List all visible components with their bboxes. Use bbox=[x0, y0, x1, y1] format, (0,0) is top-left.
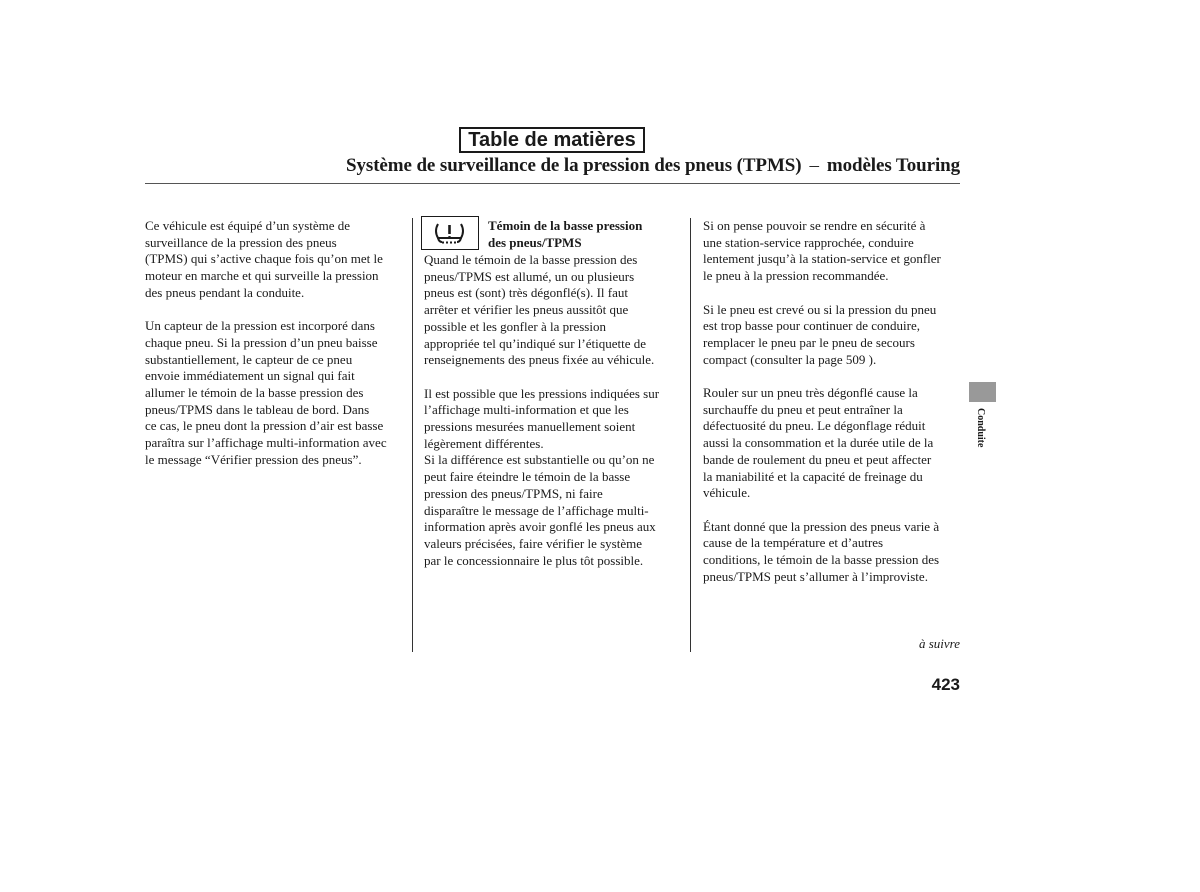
text-line: Si le pneu est crevé ou si la pression du pneu bbox=[703, 301, 937, 317]
text-line: (TPMS) qui s’active chaque fois qu’on met le bbox=[145, 251, 383, 267]
intro-paragraph bbox=[145, 218, 403, 302]
section-tab-label: Conduite bbox=[975, 408, 986, 448]
text-line: bande de roulement du pneu et peut affecter bbox=[703, 451, 932, 467]
text-line: conditions, le témoin de la basse pression des bbox=[703, 552, 940, 568]
low-tire-pressure-warning-icon bbox=[421, 216, 479, 250]
header-divider bbox=[145, 183, 960, 184]
text-line: des pneus/TPMS bbox=[488, 234, 582, 250]
text-line: ce cas, le pneu dont la pression d’air est basse bbox=[145, 418, 384, 434]
text-line: peut faire éteindre le témoin de la basse bbox=[424, 469, 631, 485]
text-line: Un capteur de la pression est incorporé dans bbox=[145, 318, 375, 334]
text-line: pneus/TPMS dans le tableau de bord. Dans bbox=[145, 401, 370, 417]
page-number: 423 bbox=[931, 675, 960, 694]
text-line: une station-service rapprochée, conduire bbox=[703, 234, 914, 250]
text-line: arrêter et vérifier les pneus aussitôt que bbox=[424, 302, 629, 318]
text-line: Étant donné que la pression des pneus varie à bbox=[703, 518, 940, 534]
text-line: véhicule. bbox=[703, 485, 751, 501]
text-line: Si la différence est substantielle ou qu’on ne bbox=[424, 452, 655, 468]
text-line: pression des pneus/TPMS, ni faire bbox=[424, 485, 603, 501]
text-line: est trop basse pour continuer de conduire, bbox=[703, 318, 920, 334]
text-line: par le concessionnaire le plus tôt possible. bbox=[424, 552, 644, 568]
temperature-paragraph bbox=[703, 519, 961, 586]
text-line: surveillance de la pression des pneus bbox=[145, 234, 337, 250]
text-line: disparaître le message de l’affichage multi- bbox=[424, 502, 649, 518]
warning-heading-block bbox=[424, 218, 682, 252]
warning-heading bbox=[488, 218, 642, 251]
column-3 bbox=[703, 218, 961, 585]
text-line: allumer le témoin de la basse pression des bbox=[145, 385, 364, 401]
text-line: légèrement différentes. bbox=[424, 435, 544, 451]
text-line: Témoin de la basse pression bbox=[488, 218, 643, 233]
text-line: valeurs précisées, faire vérifier le système bbox=[424, 535, 643, 551]
text-line: appropriée tel qu’indiqué sur l’étiquette de bbox=[424, 335, 647, 351]
title-dash: – bbox=[809, 155, 819, 176]
warning-paragraph-3 bbox=[424, 452, 682, 569]
column-1 bbox=[145, 218, 403, 469]
section-tab[interactable] bbox=[969, 382, 996, 402]
text-line: pneus est (sont) très dégonflé(s). Il faut bbox=[424, 285, 628, 301]
continued-note: à suivre bbox=[918, 636, 960, 651]
text-line: moteur en marche et qui surveille la pression bbox=[145, 268, 379, 284]
text-line: possible et les gonfler à la pression bbox=[424, 318, 606, 334]
text-line: paraîtra sur l’affichage multi-information avec bbox=[145, 435, 387, 451]
column-divider-2 bbox=[690, 218, 691, 652]
text-line: surchauffe du pneu et peut entraîner la bbox=[703, 401, 903, 417]
column-divider-1 bbox=[412, 218, 413, 652]
text-line: pneus/TPMS peut s’allumer à l’improviste. bbox=[703, 568, 928, 584]
text-line: Il est possible que les pressions indiquées sur bbox=[424, 385, 660, 401]
text-line: Si on pense pouvoir se rendre en sécurité à bbox=[703, 218, 926, 233]
flat-tire-paragraph bbox=[703, 302, 961, 369]
page-title bbox=[346, 155, 960, 177]
sensor-paragraph bbox=[145, 318, 403, 468]
text-line: le pneu à la pression recommandée. bbox=[703, 268, 889, 284]
text-line: aussi la consommation et la durée utile de la bbox=[703, 435, 934, 451]
text-line: remplacer le pneu par le pneu de secours bbox=[703, 334, 915, 350]
warning-paragraph-2 bbox=[424, 386, 682, 453]
text-line: Quand le témoin de la basse pression des bbox=[424, 252, 638, 267]
text-line: lentement jusqu’à la station-service et gonfler bbox=[703, 251, 941, 267]
text-line: compact (consulter la page 509 ). bbox=[703, 351, 877, 367]
text-line: défectuosité du pneu. Le dégonflage réduit bbox=[703, 418, 926, 434]
page-title-sub: modèles Touring bbox=[826, 155, 960, 176]
station-paragraph bbox=[703, 218, 961, 285]
text-line: l’affichage multi-information et que les bbox=[424, 402, 629, 418]
warning-paragraph-1 bbox=[424, 252, 682, 369]
text-line: chaque pneu. Si la pression d’un pneu baisse bbox=[145, 334, 378, 350]
page-title-main: Système de surveillance de la pression des pneus (TPMS) bbox=[346, 155, 802, 176]
text-line: Ce véhicule est équipé d’un système de bbox=[145, 218, 351, 233]
text-line: information après avoir gonflé les pneus aux bbox=[424, 519, 656, 535]
column-2 bbox=[424, 218, 682, 569]
text-line: la maniabilité et la capacité de freinage du bbox=[703, 468, 923, 484]
text-line: pressions mesurées manuellement soient bbox=[424, 419, 636, 435]
text-line: renseignements des pneus fixée au véhicule. bbox=[424, 352, 655, 368]
text-line: pneus/TPMS est allumé, un ou plusieurs bbox=[424, 268, 635, 284]
table-of-contents-button[interactable]: Table de matières bbox=[459, 127, 645, 153]
text-line: substantiellement, le capteur de ce pneu bbox=[145, 351, 353, 367]
text-line: cause de la température et d’autres bbox=[703, 535, 884, 551]
text-line: le message “Vérifier pression des pneus”. bbox=[145, 451, 362, 467]
text-line: des pneus pendant la conduite. bbox=[145, 284, 305, 300]
text-line: Rouler sur un pneu très dégonflé cause la bbox=[703, 385, 918, 400]
text-line: envoie immédiatement un signal qui fait bbox=[145, 368, 355, 384]
underinflation-paragraph bbox=[703, 385, 961, 502]
